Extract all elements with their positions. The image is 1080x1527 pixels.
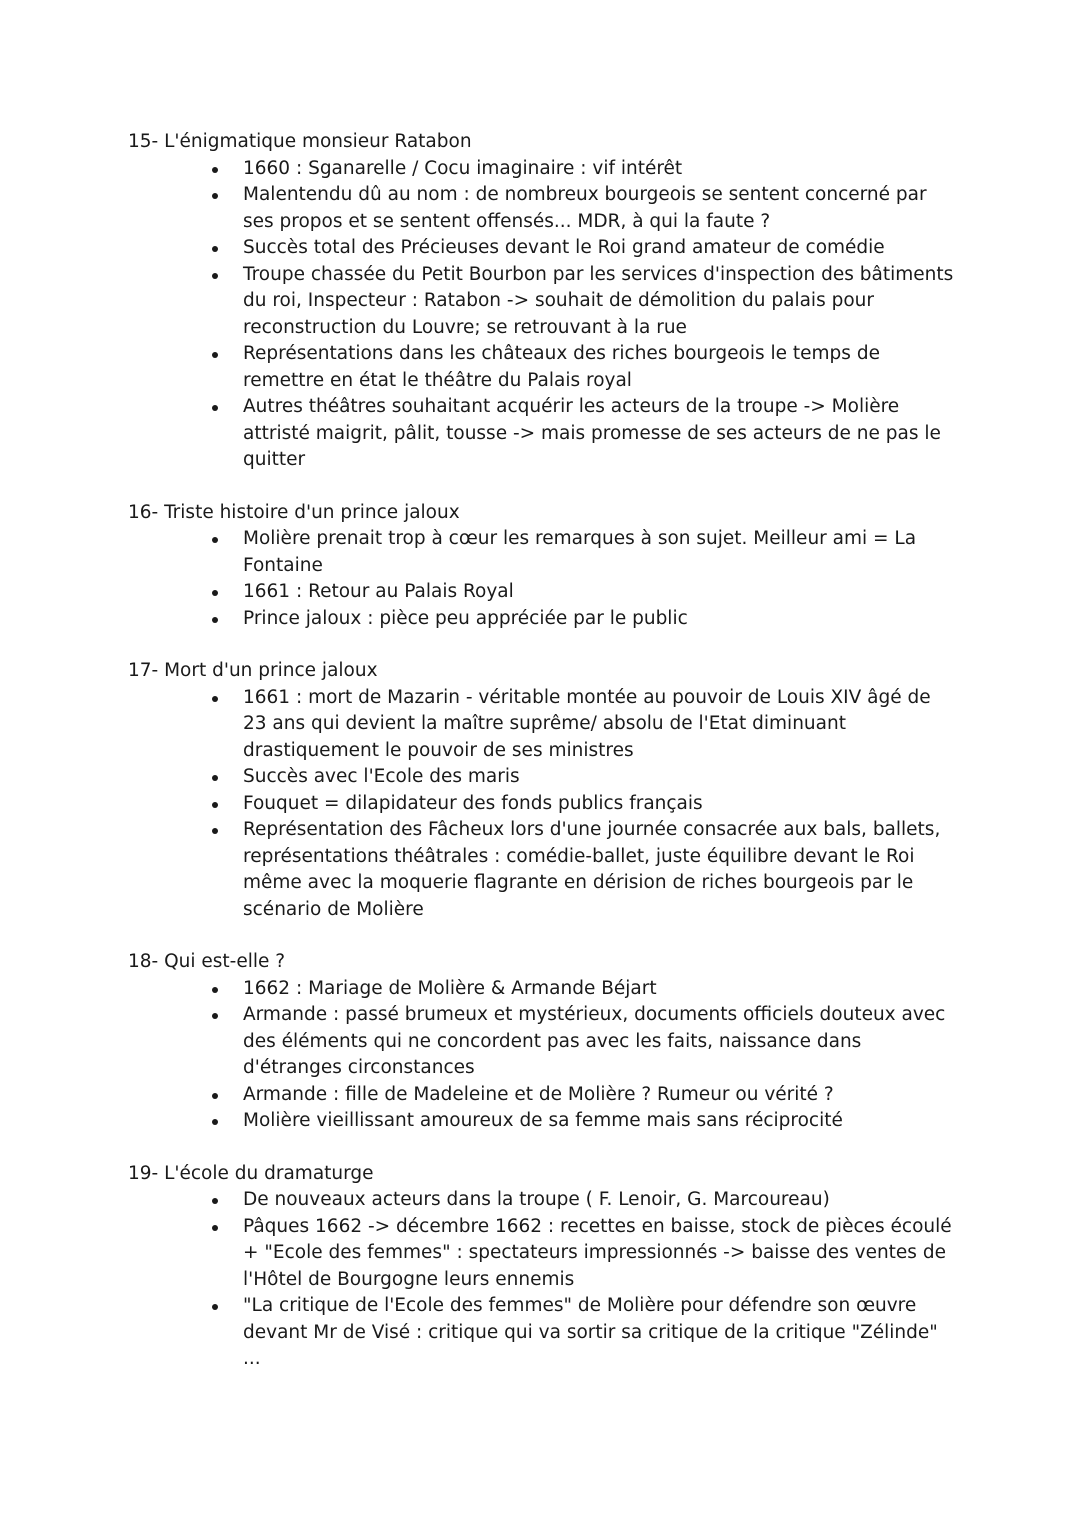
list-item: Armande : passé brumeux et mystérieux, documents officiels douteux avec des éléments qui ne concordent pas avec les faits, naissance dans d'étranges circonstances [243, 1002, 958, 1082]
section-17 [128, 658, 958, 923]
list-item: Troupe chassée du Petit Bourbon par les services d'inspection des bâtiments du roi, Inspecteur : Ratabon -> souhait de démolition du palais pour reconstruction du Louvre; se retrouvant à la rue [243, 262, 958, 342]
list-item: 1660 : Sganarelle / Cocu imaginaire : vif intérêt [243, 156, 958, 183]
list-item: 1662 : Mariage de Molière & Armande Béjart [243, 976, 958, 1003]
section-title: 18- Qui est-elle ? [128, 951, 286, 972]
list-item: Autres théâtres souhaitant acquérir les acteurs de la troupe -> Molière attristé maigrit, pâlit, tousse -> mais promesse de ses acteurs de ne pas le quitter [243, 394, 958, 474]
bullet-list [128, 1187, 958, 1373]
list-item: De nouveaux acteurs dans la troupe ( F. Lenoir, G. Marcoureau) [243, 1187, 958, 1214]
section-title: 19- L'école du dramaturge [128, 1162, 374, 1184]
document-content [128, 129, 958, 1399]
list-item: Molière vieillissant amoureux de sa femme mais sans réciprocité [243, 1108, 958, 1135]
section-15 [128, 129, 958, 474]
section-19 [128, 1161, 958, 1373]
list-item: Armande : fille de Madeleine et de Molière ? Rumeur ou vérité ? [243, 1082, 958, 1109]
list-item: Fouquet = dilapidateur des fonds publics français [243, 791, 958, 818]
list-item: Succès total des Précieuses devant le Roi grand amateur de comédie [243, 235, 958, 262]
list-item: Malentendu dû au nom : de nombreux bourgeois se sentent concerné par ses propos et se sentent offensés... MDR, à qui la faute ? [243, 182, 958, 235]
section-16 [128, 500, 958, 633]
section-title: 16- Triste histoire d'un prince jaloux [128, 501, 460, 523]
list-item: Prince jaloux : pièce peu appréciée par le public [243, 606, 958, 633]
list-item: "La critique de l'Ecole des femmes" de Molière pour défendre son œuvre devant Mr de Visé : critique qui va sortir sa critique de la critique "Zélinde" ... [243, 1293, 958, 1373]
section-title: 15- L'énigmatique monsieur Ratabon [128, 131, 472, 152]
bullet-list [128, 526, 958, 632]
section-18 [128, 949, 958, 1135]
list-item: Représentations dans les châteaux des riches bourgeois le temps de remettre en état le théâtre du Palais royal [243, 341, 958, 394]
list-item: 1661 : Retour au Palais Royal [243, 579, 958, 606]
bullet-list [128, 976, 958, 1135]
list-item: Pâques 1662 -> décembre 1662 : recettes en baisse, stock de pièces écoulé + "Ecole des femmes" : spectateurs impressionnés -> baisse des ventes de l'Hôtel de Bourgogne leurs ennemis [243, 1214, 958, 1294]
bullet-list [128, 685, 958, 924]
list-item: 1661 : mort de Mazarin - véritable montée au pouvoir de Louis XIV âgé de 23 ans qui devient la maître suprême/ absolu de l'Etat diminuant drastiquement le pouvoir de ses ministres [243, 685, 958, 765]
bullet-list [128, 156, 958, 474]
list-item: Molière prenait trop à cœur les remarques à son sujet. Meilleur ami = La Fontaine [243, 526, 958, 579]
section-title: 17- Mort d'un prince jaloux [128, 660, 378, 681]
list-item: Succès avec l'Ecole des maris [243, 764, 958, 791]
list-item: Représentation des Fâcheux lors d'une journée consacrée aux bals, ballets, représentations théâtrales : comédie-ballet, juste équilibre devant le Roi même avec la moquerie flagrante en dérision de riches bourgeois par le scénario de Molière [243, 817, 958, 923]
